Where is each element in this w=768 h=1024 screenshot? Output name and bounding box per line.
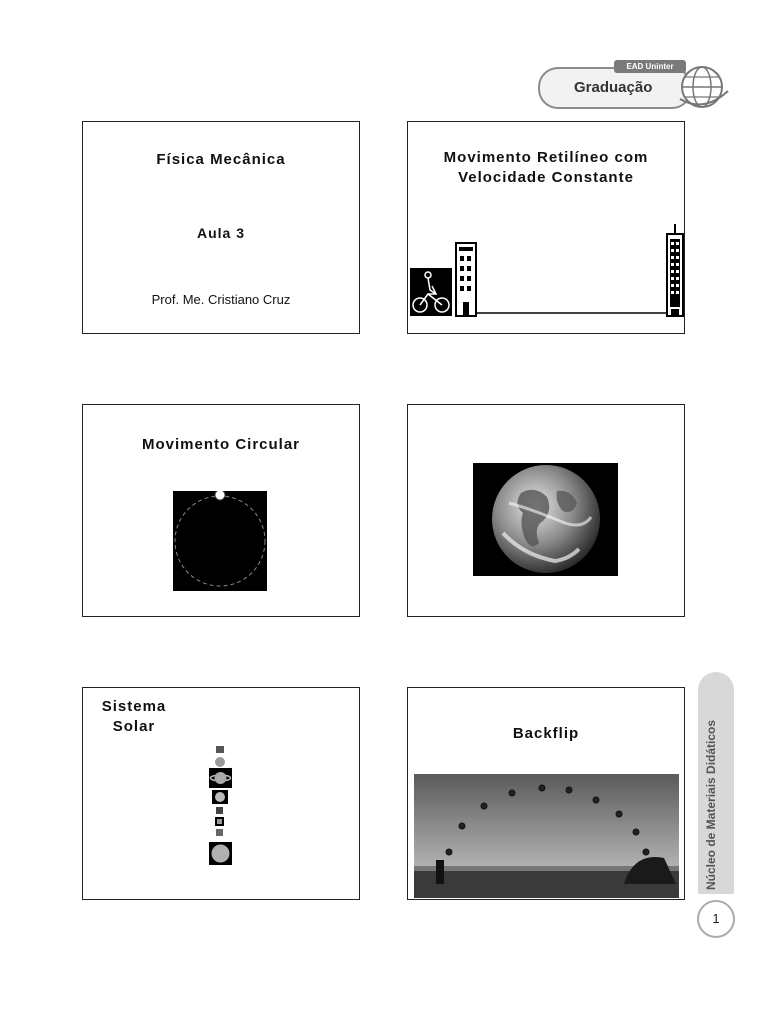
earth-image [473, 463, 618, 576]
slide-title: Movimento Circular [141, 436, 301, 453]
badge-tab-label: EAD Uninter [614, 60, 686, 73]
slide-title-line-1: Sistema [101, 698, 167, 715]
slide-title-line-2: Solar [112, 718, 156, 735]
slide-3 [82, 404, 360, 617]
slide-5 [82, 687, 360, 900]
slide-1 [82, 121, 360, 334]
solar-system-planets [201, 744, 241, 874]
slide-6 [407, 687, 685, 900]
slide-author: Prof. Me. Cristiano Cruz [151, 292, 291, 307]
slide-2 [407, 121, 685, 334]
building-icon [456, 243, 476, 316]
page-number: 1 [697, 900, 735, 938]
graduacao-badge [538, 55, 734, 111]
skyscraper-icon [667, 224, 683, 316]
street-scene-illustration [408, 122, 685, 334]
backflip-photo [414, 774, 679, 898]
circular-motion-illustration [173, 491, 267, 591]
slide-lesson: Aula 3 [196, 225, 245, 241]
slide-title-line-2: Velocidade Constante [458, 169, 634, 186]
slide-title: Física Mecânica [156, 151, 286, 168]
slide-title: Backflip [512, 725, 580, 742]
slide-4 [407, 404, 685, 617]
globe-icon [678, 61, 730, 111]
badge-label: Graduação [574, 79, 653, 96]
side-tab-label: Núcleo de Materiais Didáticos [704, 719, 718, 890]
slide-title-line-1: Movimento Retilíneo com [443, 149, 649, 166]
